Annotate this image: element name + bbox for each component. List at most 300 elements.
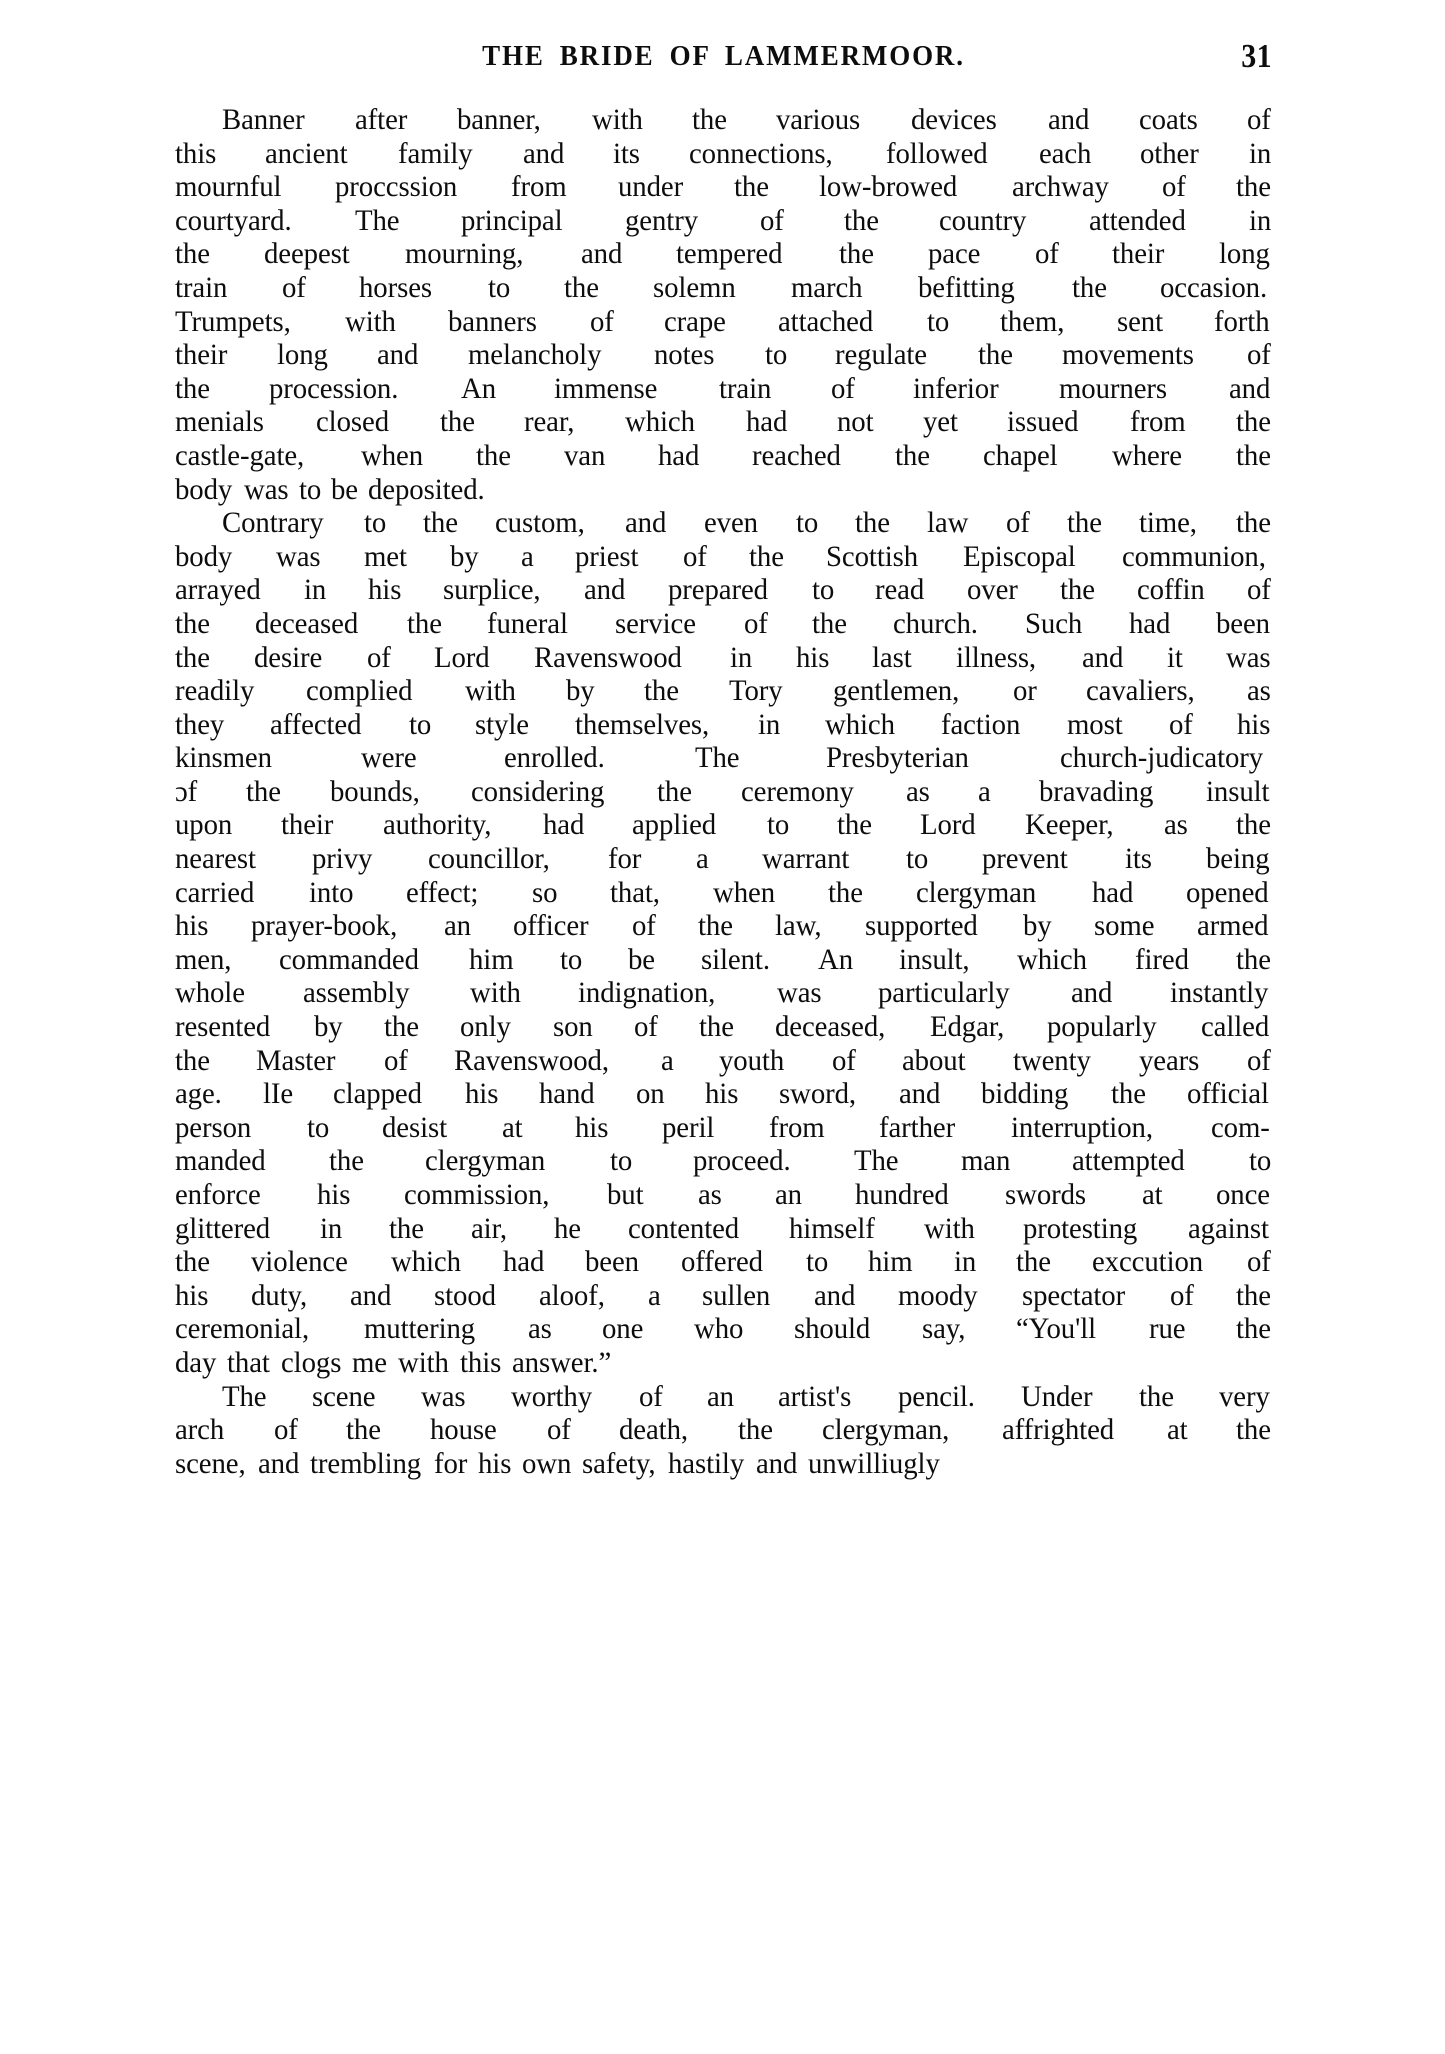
word: this [175, 136, 217, 170]
word: unwilliugly [807, 1446, 940, 1480]
word: The [694, 741, 740, 775]
word: worthy [510, 1379, 592, 1413]
word: been [1215, 606, 1270, 640]
word: himself [789, 1211, 875, 1245]
word: artist's [778, 1379, 852, 1413]
word: church. [892, 606, 978, 640]
word: exccution [1092, 1245, 1204, 1279]
word: to [812, 573, 835, 607]
word: the [476, 438, 512, 472]
word: of [1247, 1043, 1271, 1077]
word: had [657, 438, 700, 472]
word: from [769, 1110, 825, 1144]
word: Under [1021, 1379, 1093, 1413]
word: pencil. [897, 1379, 975, 1413]
word: which [1017, 942, 1087, 976]
word: by [314, 1010, 343, 1044]
word: inferior [912, 371, 999, 405]
word: rue [1148, 1312, 1186, 1346]
word: of [282, 270, 306, 304]
word: the [828, 875, 864, 909]
word: hand [539, 1077, 595, 1111]
word: was [421, 1379, 466, 1413]
word: his [705, 1077, 739, 1111]
word: “You'll [1016, 1312, 1097, 1346]
word: the [175, 640, 210, 674]
word: Ravenswood, [454, 1043, 610, 1077]
word: considering [470, 774, 604, 808]
word: complied [305, 674, 413, 708]
word: supported [864, 909, 978, 943]
word: the [978, 338, 1014, 372]
word: as [528, 1312, 553, 1346]
word: of [1006, 506, 1030, 540]
word: arch [175, 1413, 225, 1447]
word: in [304, 573, 327, 607]
word: other [1140, 136, 1200, 170]
word: as [1163, 808, 1188, 842]
word: be [331, 472, 359, 506]
word: whole [175, 976, 245, 1010]
word: the [175, 237, 210, 271]
word: the [895, 438, 931, 472]
word: their [175, 338, 228, 372]
word: effect; [405, 875, 479, 909]
word: the [175, 606, 210, 640]
word: over [966, 573, 1018, 607]
word: councillor, [428, 842, 550, 876]
word: safety, [582, 1446, 656, 1480]
word: applied [632, 808, 717, 842]
word: family [398, 136, 473, 170]
word: insult [1205, 774, 1270, 808]
word: insult, [898, 942, 970, 976]
text-line [175, 237, 1272, 271]
word: the [812, 606, 848, 640]
word: farther [879, 1110, 956, 1144]
word: Trumpets, [175, 304, 291, 338]
word: scene, [175, 1446, 246, 1480]
word: the [1235, 506, 1271, 540]
text-line [175, 473, 1272, 507]
word: as [697, 1178, 722, 1211]
text-line [175, 137, 1272, 171]
word: desire [253, 640, 322, 674]
word: Ravenswood [533, 640, 682, 674]
word: prepared [667, 573, 768, 607]
word: day [175, 1345, 217, 1379]
word: coats [1138, 103, 1198, 136]
word: silent. [700, 942, 770, 976]
word: proceed. [693, 1144, 791, 1178]
text-line [175, 842, 1272, 876]
word: the [1111, 1077, 1147, 1111]
word: the [175, 371, 210, 405]
word: his [175, 1278, 209, 1312]
word: an [774, 1178, 802, 1211]
word: youth [718, 1043, 785, 1077]
text-line [175, 1077, 1272, 1111]
word: it [1166, 640, 1183, 674]
word: an [443, 909, 471, 943]
word: enforce [175, 1178, 261, 1211]
word: for [434, 1446, 468, 1480]
word: where [1111, 438, 1182, 472]
word: person [175, 1110, 252, 1144]
word: banner, [457, 103, 542, 136]
word: of [273, 1413, 298, 1447]
word: and [1048, 103, 1090, 136]
word: to [306, 1110, 329, 1144]
word: for [608, 842, 642, 876]
word: the [1235, 1312, 1271, 1346]
text-line [175, 909, 1272, 943]
word: solemn [652, 270, 736, 304]
word: the [1016, 1245, 1052, 1279]
word: by [449, 539, 479, 573]
word: and [349, 1278, 392, 1312]
word: had [503, 1245, 545, 1279]
word: law, [775, 909, 822, 943]
word: country [939, 203, 1027, 237]
word: to [560, 942, 583, 976]
word: of [589, 304, 614, 338]
word: Master [256, 1043, 336, 1077]
word: readily [175, 674, 255, 708]
word: horses [359, 270, 433, 304]
text-line [175, 1178, 1272, 1212]
word: they [175, 707, 225, 741]
word: closed [315, 405, 389, 439]
word: the [1235, 405, 1271, 439]
word: Banner [222, 103, 305, 136]
word: of [384, 1043, 409, 1077]
word: Lord [433, 640, 490, 674]
word: The [355, 203, 400, 237]
word: had [745, 405, 787, 439]
word: kinsmen [175, 741, 272, 775]
word: of [831, 1043, 856, 1077]
word: interruption, [1010, 1110, 1153, 1144]
word: of [1247, 338, 1271, 372]
word: of [743, 606, 768, 640]
word: man [960, 1144, 1010, 1178]
word: the [1235, 1413, 1271, 1447]
word: the [346, 1413, 381, 1447]
word: proccssion [334, 170, 457, 204]
word: their [1112, 237, 1165, 271]
word: of [634, 1010, 658, 1044]
text-line [175, 1144, 1272, 1178]
word: protesting [1022, 1211, 1138, 1245]
word: body [175, 472, 233, 506]
word: to [1248, 1144, 1271, 1178]
word: moody [898, 1278, 978, 1312]
word: and [377, 338, 419, 372]
word: time, [1139, 506, 1198, 540]
word: regulate [835, 338, 928, 372]
word: own [521, 1446, 572, 1480]
word: archway [1012, 170, 1110, 204]
word: when [712, 875, 775, 909]
word: the [698, 1010, 734, 1044]
word: air, [470, 1211, 507, 1245]
word: and [584, 573, 626, 607]
word: clergyman [915, 875, 1036, 909]
word: after [355, 103, 408, 136]
word: authority, [382, 808, 492, 842]
word: to [408, 707, 431, 741]
word: of [1170, 1278, 1194, 1312]
word: com- [1210, 1110, 1270, 1144]
word: been [585, 1245, 640, 1279]
text-line [175, 1380, 1272, 1414]
text-line [175, 271, 1272, 305]
word: and [257, 1446, 299, 1480]
word: communion, [1122, 539, 1267, 573]
text-line [175, 1111, 1272, 1145]
word: carried [175, 875, 255, 909]
word: resented [175, 1010, 271, 1044]
word: principal [460, 203, 563, 237]
word: a [660, 1043, 674, 1077]
word: the [738, 1413, 774, 1447]
word: desist [381, 1110, 447, 1144]
word: assembly [303, 976, 410, 1010]
word: peril [662, 1110, 715, 1144]
word: befitting [918, 270, 1015, 304]
word: with [924, 1211, 976, 1245]
word: last [872, 640, 913, 674]
word: immense [554, 371, 658, 405]
word: was [1225, 640, 1271, 674]
word: Such [1025, 606, 1083, 640]
word: issued [1007, 405, 1079, 439]
word: the [748, 539, 784, 573]
word: lIe [262, 1077, 294, 1111]
word: hundred [855, 1178, 950, 1211]
word: with [397, 1345, 449, 1379]
word: scene [311, 1379, 376, 1413]
word: commission, [403, 1178, 549, 1211]
word: clapped [333, 1077, 423, 1111]
word: reached [751, 438, 841, 472]
word: deceased [255, 606, 359, 640]
text-line [175, 1212, 1272, 1246]
word: ɔf [175, 774, 198, 808]
word: the [383, 1010, 419, 1044]
word: contented [627, 1211, 739, 1245]
word: movements [1062, 338, 1195, 372]
word: under [617, 170, 683, 204]
word: the [1235, 808, 1271, 842]
word: but [607, 1178, 644, 1211]
word: long [276, 338, 328, 372]
word: years [1139, 1043, 1200, 1077]
word: and [1081, 640, 1123, 674]
word: arrayed [175, 573, 261, 607]
word: met [363, 539, 407, 573]
word: bravading [1039, 774, 1154, 808]
word: castle-gate, [175, 438, 305, 472]
word: one [601, 1312, 644, 1346]
word: had [1091, 875, 1134, 909]
text-line [175, 573, 1272, 607]
text-line [175, 305, 1272, 339]
word: its [1124, 842, 1152, 876]
word: attempted [1071, 1144, 1185, 1178]
word: procession. [268, 371, 398, 405]
word: The [222, 1379, 267, 1413]
word: and [1071, 976, 1113, 1010]
word: Episcopal [963, 539, 1077, 573]
word: say, [922, 1312, 966, 1346]
word: men, [175, 942, 232, 976]
word: from [1129, 405, 1186, 439]
paragraph [175, 1380, 1272, 1481]
word: its [613, 136, 641, 170]
word: read [875, 573, 925, 607]
word: in [319, 1211, 342, 1245]
word: were [361, 741, 417, 775]
word: some [1093, 909, 1155, 943]
word: prayer-book, [250, 909, 397, 943]
word: devices [911, 103, 998, 136]
word: his [477, 1446, 512, 1480]
word: enrolled. [504, 741, 606, 775]
word: of [632, 909, 657, 943]
word: the [439, 405, 475, 439]
word: of [682, 539, 707, 573]
text-line [175, 876, 1272, 910]
word: upon [175, 808, 233, 842]
word: church-judicatory [1060, 741, 1264, 775]
word: had [542, 808, 584, 842]
word: had [1128, 606, 1171, 640]
word: nearest [175, 842, 256, 876]
word: bidding [980, 1077, 1069, 1111]
text-line [175, 1044, 1272, 1078]
word: and [523, 136, 565, 170]
word: custom, [495, 506, 585, 540]
word: called [1200, 1010, 1270, 1044]
word: the [644, 674, 680, 708]
word: An [817, 942, 853, 976]
word: the [692, 103, 728, 136]
word: occasion. [1160, 270, 1268, 304]
word: even [703, 506, 758, 540]
word: van [563, 438, 605, 472]
word: Tory [728, 674, 783, 708]
word: a [978, 774, 992, 808]
word: train [175, 270, 228, 304]
word: the [245, 774, 281, 808]
text-line [175, 204, 1272, 238]
word: in [1248, 136, 1271, 170]
word: a [695, 842, 709, 876]
text-line [175, 607, 1272, 641]
text-line [175, 405, 1272, 439]
text-line [175, 1413, 1272, 1447]
word: when [360, 438, 423, 472]
word: the [839, 237, 875, 271]
word: the [1235, 438, 1271, 472]
word: the [329, 1144, 365, 1178]
word: armed [1197, 909, 1269, 943]
word: at [1166, 1413, 1188, 1447]
word: Scottish [826, 539, 919, 573]
word: into [308, 875, 354, 909]
word: muttering [363, 1312, 475, 1346]
word: the [1235, 942, 1271, 976]
word: his [575, 1110, 609, 1144]
word: and [624, 506, 666, 540]
word: clergyman, [822, 1413, 950, 1447]
word: chapel [982, 438, 1058, 472]
word: An [460, 371, 496, 405]
word: only [459, 1010, 511, 1044]
word: or [1012, 674, 1037, 708]
word: of [1168, 707, 1193, 741]
word: body [175, 539, 233, 573]
word: of [1247, 1245, 1271, 1279]
word: yet [922, 405, 958, 439]
word: the [175, 1245, 210, 1279]
word: service [615, 606, 697, 640]
word: death, [619, 1413, 689, 1447]
word: most [1067, 707, 1123, 741]
word: privy [312, 842, 373, 876]
word: the [175, 1043, 210, 1077]
word: deceased, [774, 1010, 886, 1044]
word: in [1248, 203, 1271, 237]
text-line [175, 1447, 1272, 1481]
word: the [836, 808, 872, 842]
word: mourners [1059, 371, 1168, 405]
word: from [510, 170, 567, 204]
word: the [657, 774, 692, 808]
running-head-title: THE BRIDE OF LAMMERMOOR. [482, 40, 965, 72]
word: to [487, 270, 511, 304]
word: to [298, 472, 322, 506]
word: the [406, 606, 442, 640]
text-line [175, 1245, 1272, 1279]
word: the [698, 909, 733, 943]
text-line [175, 1010, 1272, 1044]
word: that [227, 1345, 270, 1379]
paragraph [175, 506, 1272, 1379]
word: clergyman [425, 1144, 546, 1178]
word: The [854, 1144, 899, 1178]
word: the [1235, 1278, 1271, 1312]
word: Contrary [222, 506, 324, 540]
text-line [175, 170, 1272, 204]
word: in [953, 1245, 977, 1279]
word: the [1071, 270, 1107, 304]
word: swords [1005, 1178, 1087, 1211]
text-line [175, 506, 1272, 540]
word: his [795, 640, 829, 674]
word: commanded [278, 942, 419, 976]
word: his [316, 1178, 350, 1211]
word: law [927, 506, 969, 540]
word: and [814, 1278, 856, 1312]
word: in [758, 707, 781, 741]
word: priest [575, 539, 639, 573]
word: ceremony [741, 774, 854, 808]
word: bounds, [329, 774, 420, 808]
word: his [465, 1077, 499, 1111]
